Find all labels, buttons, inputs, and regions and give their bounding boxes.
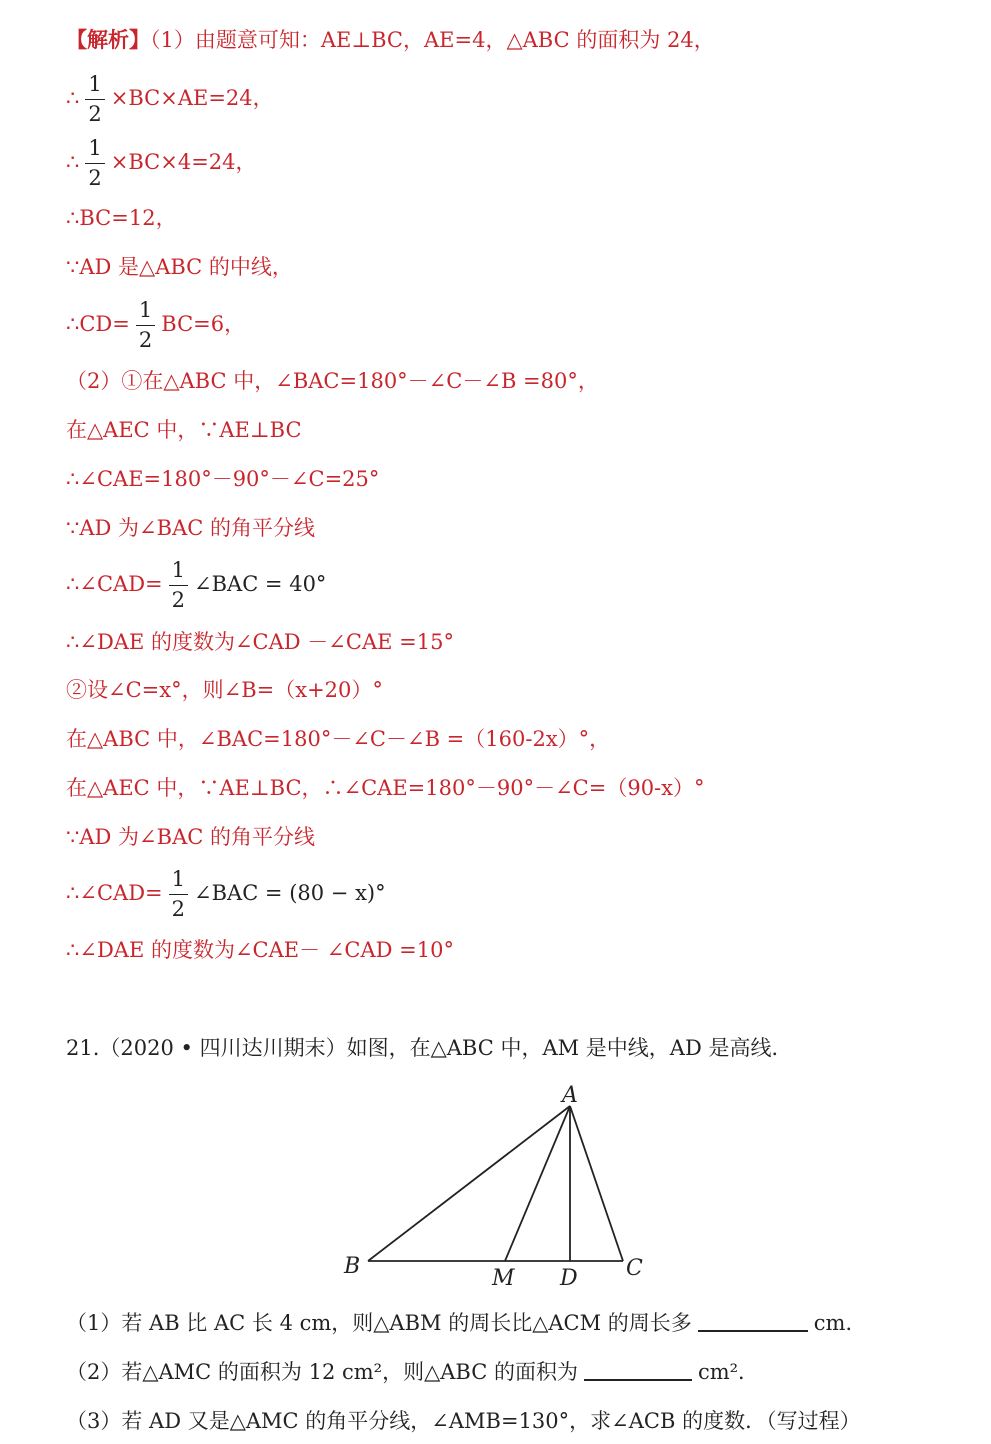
analysis-line-4: ∴BC=12， <box>66 206 177 230</box>
analysis-line-9: ∴∠CAE=180°－90°－∠C=25° <box>66 467 380 491</box>
analysis-line-14: 在△ABC 中，∠BAC=180°－∠C－∠B =（160-2x）°， <box>66 727 611 751</box>
fraction-half: $\frac{1}{2}$ <box>85 74 104 125</box>
question-2-text: （2）若△AMC 的面积为 12 cm²，则△ABC 的面积为 <box>66 1360 578 1384</box>
analysis-line-15: 在△AEC 中，∵AE⊥BC，∴∠CAE=180°－90°－∠C=（90-x）° <box>66 776 705 800</box>
fraction-half: $\frac{1}{2}$ <box>169 560 188 611</box>
analysis-line-7: （2）①在△ABC 中，∠BAC=180°－∠C－∠B =80°， <box>66 369 599 393</box>
analysis-line-1 <box>66 30 715 51</box>
fraction-half: $\frac{1}{2}$ <box>169 869 188 920</box>
question-1-text: （1）若 AB 比 AC 长 4 cm，则△ABM 的周长比△ACM 的周长多 <box>66 1311 692 1335</box>
analysis-text: ∴∠CAD= <box>66 881 163 905</box>
analysis-line-8: 在△AEC 中，∵AE⊥BC <box>66 418 302 442</box>
fraction-half: $\frac{1}{2}$ <box>136 300 155 351</box>
analysis-line-5: ∵AD 是△ABC 的中线， <box>66 255 293 279</box>
question-2 <box>66 1362 759 1383</box>
answer-blank-2[interactable] <box>584 1379 692 1381</box>
analysis-text: ∴∠CAD= <box>66 572 163 596</box>
analysis-text: ×BC×AE=24， <box>110 86 274 110</box>
question-2-unit: cm²． <box>697 1360 760 1384</box>
problem-statement: 21.（2020 • 四川达川期末）如图，在△ABC 中，AM 是中线，AD 是高线． <box>66 1036 793 1060</box>
therefore-symbol: ∴ <box>66 150 80 174</box>
analysis-line-13: ②设∠C=x°，则∠B=（x+20）° <box>66 678 383 702</box>
fraction-half: $\frac{1}{2}$ <box>85 138 104 189</box>
point-label-m: M <box>492 1266 515 1291</box>
analysis-line-18: ∴∠DAE 的度数为∠CAE－ ∠CAD =10° <box>66 938 454 962</box>
answer-blank-1[interactable] <box>698 1330 808 1332</box>
question-1 <box>66 1313 866 1334</box>
analysis-text: （1）由题意可知：AE⊥BC，AE=4，△ABC 的面积为 24， <box>150 28 715 52</box>
analysis-line-12: ∴∠DAE 的度数为∠CAD －∠CAE =15° <box>66 630 454 654</box>
median-am <box>505 1106 570 1261</box>
point-label-d: D <box>560 1266 578 1291</box>
analysis-line-11 <box>66 560 326 611</box>
question-3: （3）若 AD 又是△AMC 的角平分线，∠AMB=130°，求∠ACB 的度数．（写过程） <box>66 1409 861 1433</box>
analysis-line-6 <box>66 300 245 351</box>
analysis-text: BC=6， <box>161 312 246 336</box>
analysis-line-17 <box>66 869 386 920</box>
analysis-line-10: ∵AD 为∠BAC 的角平分线 <box>66 516 315 540</box>
analysis-line-2 <box>66 74 274 125</box>
segment-ac <box>570 1106 623 1261</box>
triangle-figure <box>330 1075 670 1305</box>
vertex-label-a: A <box>562 1083 578 1108</box>
question-1-unit: cm． <box>813 1311 867 1335</box>
analysis-line-3 <box>66 138 257 189</box>
therefore-symbol: ∴ <box>66 86 80 110</box>
analysis-line-16: ∵AD 为∠BAC 的角平分线 <box>66 825 315 849</box>
analysis-text: ×BC×4=24， <box>110 150 257 174</box>
equation-text: ∠BAC = (80 − x)° <box>194 881 386 905</box>
vertex-label-b: B <box>344 1254 361 1279</box>
equation-text: ∠BAC = 40° <box>194 572 327 596</box>
analysis-tag: 【解析】 <box>66 28 150 52</box>
analysis-text: ∴CD= <box>66 312 130 336</box>
segment-ab <box>368 1106 570 1261</box>
vertex-label-c: C <box>626 1256 643 1281</box>
